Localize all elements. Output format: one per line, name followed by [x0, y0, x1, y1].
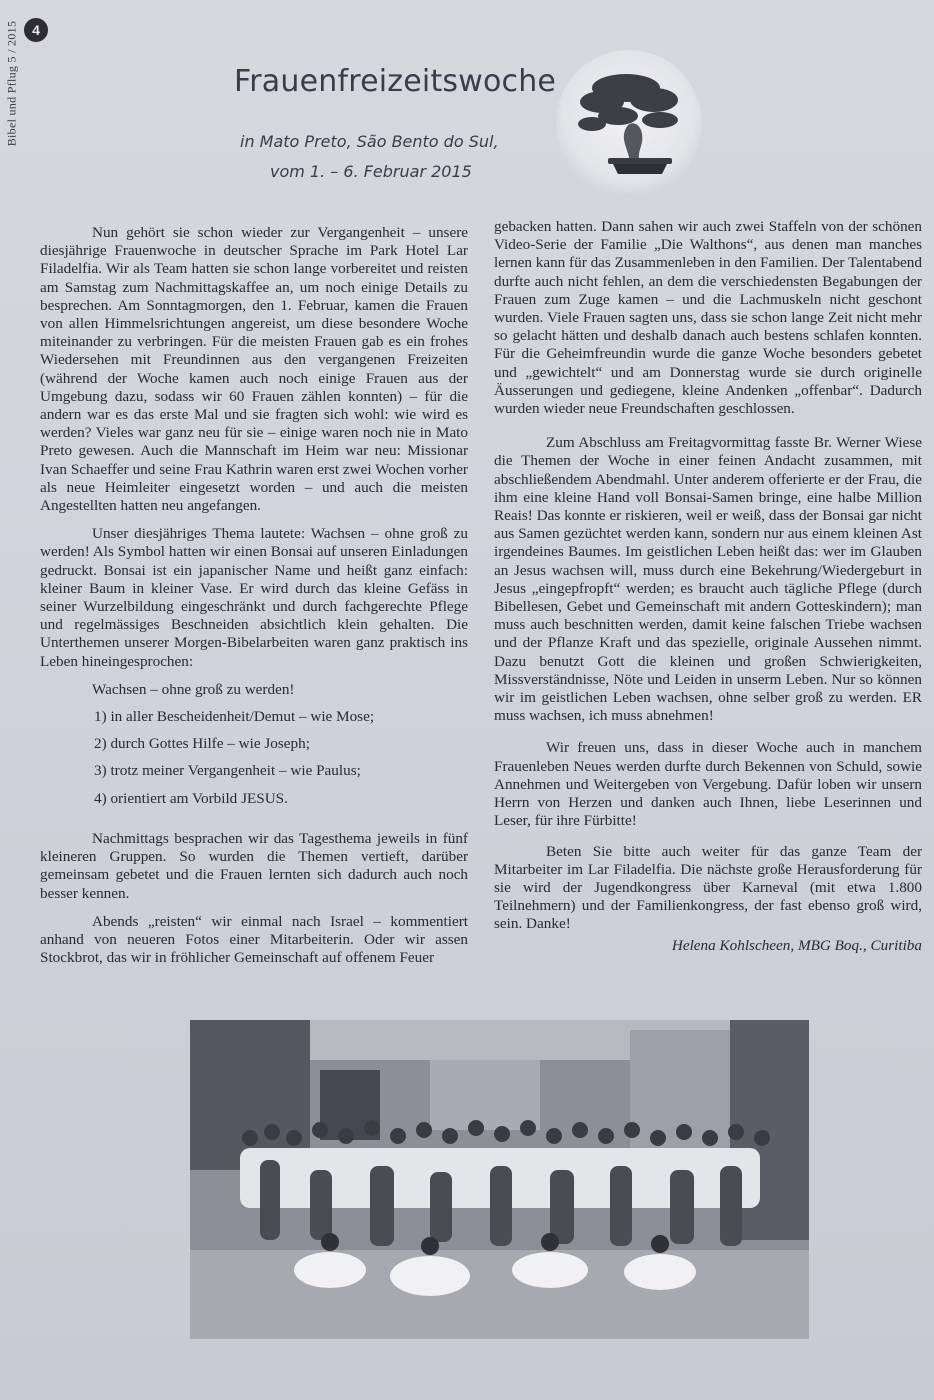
right-column [494, 218, 922, 955]
side-margin [2, 12, 22, 162]
list-item: 3) trotz meiner Vergangenheit – wie Paulus; [94, 762, 361, 780]
list-item: 2) durch Gottes Hilfe – wie Joseph; [94, 735, 310, 753]
article-subtitle-date: vom 1. – 6. Februar 2015 [270, 162, 472, 181]
bonsai-tree-icon [556, 50, 702, 196]
list-item: 1) in aller Bescheidenheit/Demut – wie Mose; [94, 708, 375, 726]
group-photo [190, 1020, 809, 1339]
paragraph-closing-devotion: Zum Abschluss am Freitagvormittag fasste Br. Werner Wiese die Themen der Woche in einer feinen Andacht zusammen, mit abschließendem Abendmahl. Unter anderem offerierte er der Frau, die ihm eine kleine Hand voll Bonsai-Samen bringe, eine halbe Million Reais! Das konnte er riskieren, weil er weiß, dass der Bonsai gar nicht aus Samen gezüchtet werden kann, sondern nur aus einem kleinen Ast irgendeines Baumes. Im geistlichen Leben heißt das: wer im Glauben an Jesus wachsen will, muss durch eine Bekehrung/Wiedergeburt in Jesus „eingepfropft“ werden; es braucht auch tägliche Pflege (durch Bibellesen, Gebet und Gemeinschaft mit andern Gotteskindern); man muss auch beschnitten werden, damit keine falschen Triebe wachsen und der Pflanze Kraft und das spezielle, originale Aussehen nimmt. Dazu benutzt Gott die kleinen und großen Schwierigkeiten, Missverständnisse, Nöte und Leiden in unserm Leben. Nur so können wir im geistlichen Leben wachsen, ohne selber groß zu werden. ER muss wachsen, ich muss abnehmen! [494, 434, 922, 725]
running-header: Bibel und Pflug 5 / 2015 [4, 20, 19, 147]
author-byline: Helena Kohlscheen, MBG Boq., Curitiba [671, 936, 922, 954]
paragraph-continued: gebacken hatten. Dann sahen wir auch zwei Staffeln von der schönen Video-Serie der Familie „Die Walthons“, aus denen man manches lernen kann für das Zusammenleben in den Familien. Der Talentabend durfte auch nicht fehlen, an dem die verschiedensten Begabungen der Frauen zum Zuge kamen – und die Lachmuskeln nicht geschont wurden. Viele Frauen sagten uns, dass sie schon lange Zeit nicht mehr so gelacht hätten und deshalb danach auch bestens schlafen konnten. Für die Geheimfreundin wurde die ganze Woche besonders gebetet und „gewichtelt“ und am Donnerstag wurde sie durch originelle Äusserungen und gediegene, kleine Andenken „offenbar“. Dadurch wurden wieder neue Freundschaften geschlossen. [494, 218, 922, 418]
subtopic-list [40, 681, 468, 808]
page-number-badge: 4 [24, 18, 48, 42]
group-photo-illustration [190, 1020, 809, 1339]
list-item: 4) orientiert am Vorbild JESUS. [94, 789, 288, 807]
left-column [40, 224, 468, 967]
article-title: Frauenfreizeitswoche [234, 64, 557, 99]
paragraph-intro: Nun gehört sie schon wieder zur Vergangenheit – unsere diesjährige Frauenwoche in deutscher Sprache im Park Hotel Lar Filadelfia. Wir als Team hatten sie schon lange vorbereitet und reisten am Samstag zum Nachmittagskaffee an, um noch einige Details zu besprechen. Am Sonntagmorgen, den 1. Februar, kamen die Frauen von allen Himmelsrichtungen angereist, um diese besondere Woche miteinander zu verbringen. Für die meisten Frauen gab es ein frohes Wiedersehen mit Freundinnen aus den vergangenen Freizeiten (während der Woche kamen auch noch einige Frauen aus der Umgebung dazu, sodass wir 60 Frauen zählen konnten) – für die andern war es das erste Mal und sie fragten sich wohl: wie wird es werden? Vieles war ganz neu für sie – einige waren noch nie in Mato Preto gewesen. Auch die Mannschaft im Heim war neu: Missionar Ivan Schaeffer und seine Frau Kathrin waren erst zwei Wochen vorher als neue Heimleiter eingesetzt worden – und auch die meisten Angestellten hatten neu angefangen. [40, 224, 468, 515]
paragraph-theme: Unser diesjähriges Thema lautete: Wachsen – ohne groß zu werden! Als Symbol hatten wir einen Bonsai auf unseren Einladungen gedruckt. Bonsai ist ein japanischer Name und heißt ganz einfach: kleiner Baum in kleiner Vase. Er wird durch das kleine Gefäss in seiner Wurzelbildung eingeschränkt und durch fachgerechte Pflege und regelmässiges Beschneiden absichtlich klein gehalten. Die Unterthemen unserer Morgen-Bibelarbeiten waren ganz praktisch ins Leben hineingesprochen: [40, 525, 468, 670]
paragraph-evenings: Abends „reisten“ wir einmal nach Israel – kommentiert anhand von neueren Fotos einer Mitarbeiterin. Oder wir assen Stockbrot, das wir in fröhlicher Gemeinschaft auf offenem Feuer [40, 912, 468, 967]
paragraph-prayer-request: Beten Sie bitte auch weiter für das ganze Team der Mitarbeiter im Lar Filadelfia. Die nächste große Herausforderung für sie wird der Jugendkongress über Karneval (mit etwa 1.800 Teilnehmern) und der Familienkongress, der fast ebenso groß wird, sein. Danke! [494, 842, 922, 933]
bonsai-image [556, 50, 702, 196]
article-subtitle-location: in Mato Preto, São Bento do Sul, [240, 132, 499, 151]
paragraph-afternoon: Nachmittags besprachen wir das Tagesthema jeweils in fünf kleineren Gruppen. So wurden die Themen vertieft, darüber gemeinsam gebetet und die Frauen lernten sich dadurch auch noch besser kennen. [40, 829, 468, 902]
paragraph-thanks: Wir freuen uns, dass in dieser Woche auch in manchem Frauenleben Neues werden durfte durch Bekennen von Schuld, sowie Annehmen und Weitergeben von Vergebung. Dafür loben wir unsern Herrn von Herzen und danken auch Ihnen, liebe Leserinnen und Leser, für ihre Fürbitte! [494, 739, 922, 830]
list-heading: Wachsen – ohne groß zu werden! [92, 680, 295, 698]
